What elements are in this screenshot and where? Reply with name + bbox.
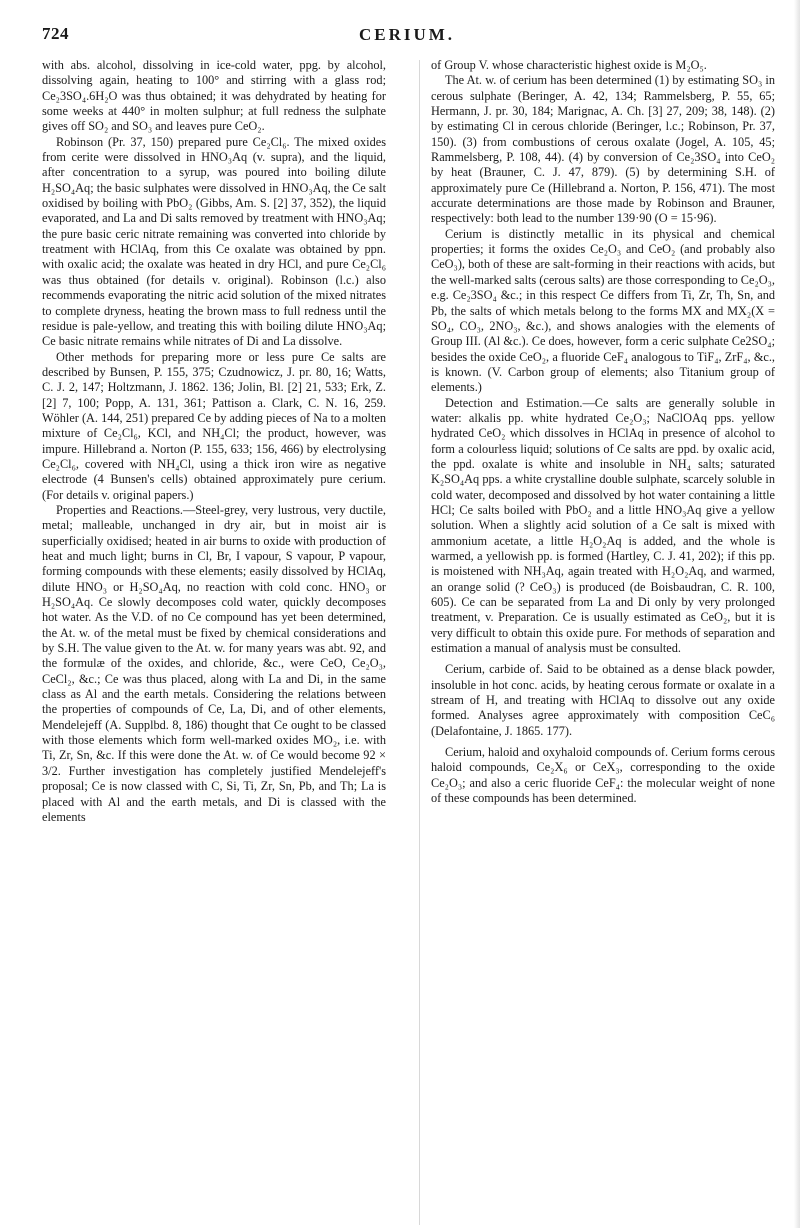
running-head: CERIUM.: [358, 25, 456, 44]
entry-cerium-carbide: Cerium, carbide of. Said to be obtained as a dense black powder, insoluble in hot conc. acids, by heating cerous formate or oxalate in a stream of H, and treating with HClAq to dissolve out any oxide formed. Analyses agree approximately with composition CeC₆ (Delafontaine, J. 1865. 177).: [431, 662, 775, 738]
paragraph-preparation-sulphate: with abs. alcohol, dissolving in ice-cold water, ppg. by alcohol, dissolving again, heating to 100° and stirring with a glass rod; Ce₂3SO₄.6H₂O was thus obtained; it was dehydrated by heating for some weeks at 440° in molten sulphur; at full redness the sulphate gives off SO₂ and SO₃ and leaves pure CeO₂.: [42, 58, 386, 134]
paragraph-properties-reactions: Properties and Reactions.—Steel-grey, very lustrous, very ductile, metal; malleable, unchanged in dry air, but in moist air is superficially oxidised; heated in air burns to oxide with production of heat and much light; burns in Cl, Br, I vapour, S vapour, P vapour, forming compounds with these elements; easily dissolved by HClAq, dilute HNO₃ or H₂SO₄Aq, no reaction with cold conc. HNO₃ or H₂SO₄Aq. Ce slowly decomposes cold water, quickly decomposes hot water. As the V.D. of no Ce compound has yet been determined, the At. w. of the metal must be fixed by chemical considerations and by S.H. The value given to the At. w. for many years was abt. 92, and the formulæ of the oxides, and chloride, &c., were CeO, Ce₂O₃, CeCl₂, &c.; Ce was thus placed, along with La and Di, in the same class as Al and the earth metals. Considering the relations between the properties of compounds of Ce, La, Di, and of other elements, Mendelejeff (A. Supplbd. 8, 186) thought that Ce ought to be classed with those elements which form well-marked oxides MO₂, i.e. with Ti, Zr, Sn, &c. If this were done the At. w. of Ce would become 92 × 3/2. Further investigation has completely justified Mendelejeff's proposal; Ce is now classed with C, Si, Ti, Zr, Sn, Pb, and Th; La is placed with Al and the earth metals, and Di is classed with the elements: [42, 502, 386, 824]
paragraph-detection-estimation: Detection and Estimation.—Ce salts are generally soluble in water: alkalis pp. white hydrated Ce₂O₃; NaClOAq pps. yellow hydrated CeO₂ which dissolves in HClAq in presence of alcohol to form a colourless liquid; solutions of Ce salts are ppd. by oxalic acid, the ppd. oxalate is white and insoluble in NH₄ salts; saturated K₂SO₄Aq pps. a white crystalline double sulphate, scarcely soluble in cold water, decomposed and dissolved by hot water containing a little HCl; Ce salts boiled with PbO₂ and a little HNO₃Aq give a yellow solution. When a slightly acid solution of a Ce salt is mixed with ammonium acetate, a little H₂O₂Aq is added, and the whole is warmed, a yellowish pp. is formed (Hartley, C. J. 41, 202); if this pp. is moistened with NH₃Aq, again treated with H₂O₂Aq, and warmed, an orange solid (? CeO₃) is produced (de Boisbaudran, C. R. 100, 605). Ce can be separated from La and Di only by very prolonged treatment, v. Preparation. Ce is usually estimated as CeO₂, but it is very difficult to obtain this oxide pure. For methods of separation and estimation a manual of analysis must be consulted.: [431, 395, 775, 656]
paragraph-robinson-method: Robinson (Pr. 37, 150) prepared pure Ce₂Cl₆. The mixed oxides from cerite were dissolved in HNO₃Aq (v. supra), and the liquid, after concentration to a syrup, was poured into boiling dilute H₂SO₄Aq; the basic sulphates were dissolved in HNO₃Aq, the Ce salt oxidised by boiling with PbO₂ (Gibbs, Am. S. [2] 37, 352), the liquid evaporated, and La and Di salts removed by treatment with HNO₃Aq; the pure basic ceric nitrate remaining was converted into chloride by treatment with HClAq, from this Ce oxalate was obtained by ppn. with oxalic acid; the oxalate was heated in dry HCl, and pure Ce₂Cl₆ was thus obtained (for details v. original). Robinson (l.c.) also recommends evaporating the nitric acid solution of the mixed nitrates to complete dryness, heating the brown mass to full redness until the residue is pale-yellow, and treating this with boiling dilute HNO₃Aq; Ce basic nitrate remains while nitrates of Di and La dissolve.: [42, 134, 386, 349]
page-header: [42, 20, 772, 50]
paragraph-atomic-weight: The At. w. of cerium has been determined (1) by estimating SO₃ in cerous sulphate (Beringer, A. 42, 134; Rammelsberg, P. 55, 65; Hermann, J. pr. 30, 184; Marignac, A. Ch. [3] 27, 209; 38, 148). (2) by estimating Cl in cerous chloride (Beringer, l.c.; Robinson, Pr. 37, 150). (3) from combustions of cerous oxalate (Jogel, A. 105, 45; Rammelsberg, P. 108, 44). (4) by conversion of Ce₂3SO₄ into CeO₂ by heat (Brauner, C. J. 47, 879). (5) by determining S.H. of approximately pure Ce (Hillebrand a. Norton, P. 156, 471). The most accurate determinations are those made by Robinson and Brauner, respectively: both lead to the number 139·90 (O = 15·96).: [431, 73, 775, 226]
right-column: [431, 58, 775, 807]
paragraph-group-v: of Group V. whose characteristic highest oxide is M₂O₅.: [431, 58, 707, 72]
entry-cerium-haloid: Cerium, haloid and oxyhaloid compounds of. Cerium forms cerous haloid compounds, Ce₂X₆ or CeX₃, corresponding to the oxide Ce₂O₃; and also a ceric fluoride CeF₄: the molecular weight of none of these compounds has been determined.: [431, 745, 775, 806]
page-number: 724: [42, 24, 69, 43]
column-divider: [419, 60, 420, 1225]
page-edge-shadow: [794, 0, 800, 1228]
left-column: [42, 58, 386, 825]
paragraph-metallic-character: Cerium is distinctly metallic in its physical and chemical properties; it forms the oxides Ce₂O₃ and CeO₂ (and probably also CeO₃), both of these are salt-forming in their reactions with acids, but the well-marked salts (cerous salts) are those corresponding to Ce₂O₃, e.g. Ce₂3SO₄ &c.; in this respect Ce differs from Ti, Zr, Th, Sn, and Pb, the salts of which metals belong to the forms MX and MX₂(X = SO₄, CO₃, 2NO₃, &c.), and shows analogies with the elements of Group III. (Al &c.). Ce does, however, form a ceric sulphate Ce2SO₄; besides the oxide CeO₂, a fluoride CeF₄ analogous to TiF₄, ZrF₄, &c., is known. (V. Carbon group of elements; also Titanium group of elements.): [431, 226, 775, 395]
paragraph-other-methods: Other methods for preparing more or less pure Ce salts are described by Bunsen, P. 155, 375; Czudnowicz, J. pr. 80, 16; Watts, C. J. 2, 147; Holtzmann, J. 1862. 136; Jolin, Bl. [2] 21, 533; Erk, Z. [2] 7, 100; Popp, A. 131, 361; Pattison a. Clark, C. N. 16, 259. Wöhler (A. 144, 251) prepared Ce by adding pieces of Na to a molten mixture of Ce₂Cl₆, KCl, and NH₄Cl; the product, however, was impure. Hillebrand a. Norton (P. 155, 633; 156, 466) by electrolysing Ce₂Cl₆, covered with NH₄Cl, using a thick iron wire as negative electrode (4 Bunsen's cells) obtained approximately pure cerium. (For details v. original papers.): [42, 349, 386, 502]
